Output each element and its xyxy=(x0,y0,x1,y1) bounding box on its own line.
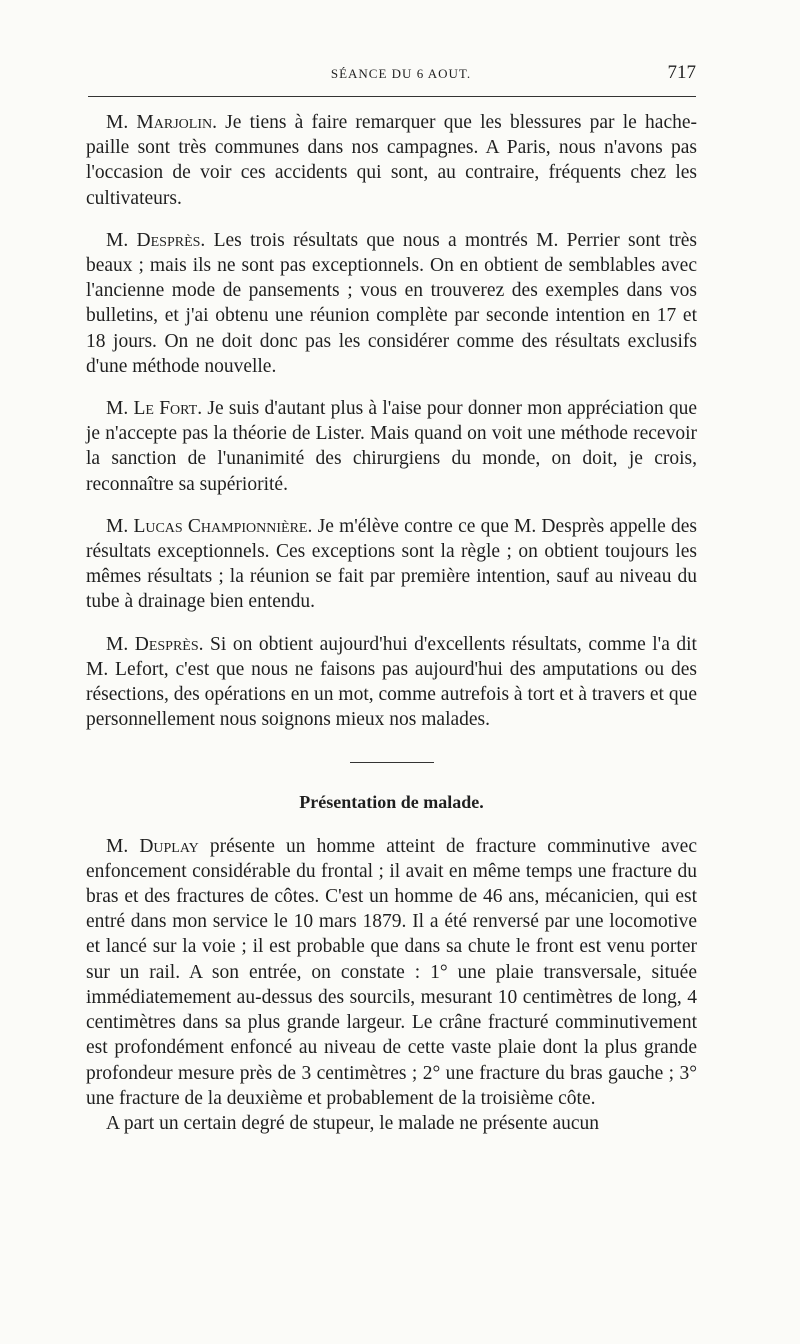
paragraph-text: Je tiens à faire remarquer que les blessures par le hache-paille sont très communes dans nos campagnes. A Paris, nous n'avons pas l'occasion de voir ces accidents qui sont, au contraire, fréquents chez les cultivateurs. xyxy=(86,112,697,209)
paragraph-despres-2 xyxy=(86,632,697,733)
speaker-name: M. Desprès. xyxy=(106,229,206,251)
paragraph-text: A part un certain degré de stupeur, le malade ne présente aucun xyxy=(106,1112,600,1134)
speaker-name: M. Le Fort. xyxy=(106,398,203,420)
paragraph-continuation xyxy=(86,1111,697,1136)
section-title: Présentation de malade. xyxy=(299,792,484,813)
speaker-name: M. Marjolin. xyxy=(106,112,217,133)
paragraph-text: Les trois résultats que nous a montrés M. Perrier sont très beaux ; mais ils ne sont pas exceptionnels. On en obtient de semblables avec l'ancienne mode de pansements ; vous en trouverez des exemples dans vos bulletins, et j'ai obtenu une réunion complète par seconde intention en 17 et 18 jours. On ne doit donc pas les considérer comme des résultats exclusifs d'une méthode nouvelle. xyxy=(86,229,697,377)
paragraph-text: Je suis d'autant plus à l'aise pour donner mon appréciation que je n'accepte pas la théorie de Lister. Mais quand on voit une méthode recevoir la sanction de l'unanimité des chirurgiens du monde, on doit, je crois, reconnaître sa supériorité. xyxy=(86,398,697,495)
page-number: 717 xyxy=(667,62,696,83)
running-head: SÉANCE DU 6 AOUT. xyxy=(330,66,472,81)
paragraph-text: Si on obtient aujourd'hui d'excellents résultats, comme l'a dit M. Lefort, c'est que nous ne faisons pas aujourd'hui des amputations ou des résections, des opérations en un mot, comme autrefois à tort et à travers et que personnellement nous soignons mieux nos malades. xyxy=(86,633,697,731)
header-rule xyxy=(88,96,696,97)
paragraph-le-fort xyxy=(86,396,697,497)
page-body xyxy=(86,110,697,1136)
section-divider xyxy=(350,762,434,763)
paragraph-text: Je m'élève contre ce que M. Desprès appelle des résultats exceptionnels. Ces exceptions sont la règle ; on obtient toujours les mêmes résultats ; la réunion se fait par première intention, sauf au niveau du tube à drainage bien entendu. xyxy=(86,515,697,613)
paragraph-marjolin xyxy=(86,110,697,211)
page-header xyxy=(106,58,696,88)
paragraph-lucas-championniere xyxy=(86,514,697,615)
speaker-name: M. Duplay xyxy=(106,835,199,857)
speaker-name: M. Desprès. xyxy=(106,633,204,655)
paragraph-text: présente un homme atteint de fracture comminutive avec enfoncement considérable du frontal ; il avait en même temps une fracture du bras et des fractures de côtes. C'est un homme de 46 ans, mécanicien, qui est entré dans mon service le 10 mars 1879. Il a été renversé par une locomotive et lancé sur la voie ; il est probable que dans sa chute le front est venu porter sur un rail. A son entrée, on constate : 1° une plaie transversale, située immédiatemement au-dessus des sourcils, mesurant 10 centimètres de long, 4 centimètres dans sa plus grande largeur. Le crâne fracturé comminutivement est profondément enfoncé au niveau de cette vaste plaie dont la plus grande profondeur mesure près de 3 centimètres ; 2° une fracture du bras gauche ; 3° une fracture de la deuxième et probablement de la troisième côte. xyxy=(86,835,697,1109)
paragraph-despres-1 xyxy=(86,228,697,379)
speaker-name: M. Lucas Championnière. xyxy=(106,515,313,537)
paragraph-duplay xyxy=(86,834,697,1111)
